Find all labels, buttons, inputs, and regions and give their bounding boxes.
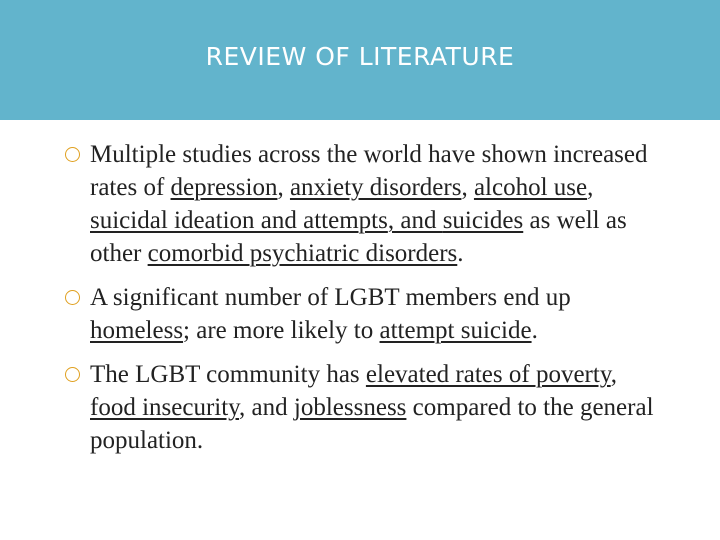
ring-bullet-icon	[65, 290, 80, 305]
title-banner	[0, 0, 720, 120]
ring-bullet-icon	[65, 147, 80, 162]
bullet-item	[62, 281, 662, 347]
slide-title: REVIEW OF LITERATURE	[205, 42, 515, 71]
ring-bullet-icon	[65, 367, 80, 382]
bullet-list	[62, 138, 662, 457]
bullet-item	[62, 138, 662, 270]
bullet-text: A significant number of LGBT members end up homeless; are more likely to attempt suicide.	[90, 284, 571, 344]
bullet-text: Multiple studies across the world have shown increased rates of depression, anxiety disorders, alcohol use, suicidal ideation and attempts, and suicides as well as other comorbid psychiatric disorders.	[90, 141, 648, 267]
bullet-text: The LGBT community has elevated rates of poverty, food insecurity, and joblessness compared to the general population.	[90, 361, 654, 454]
bullet-item	[62, 358, 662, 457]
